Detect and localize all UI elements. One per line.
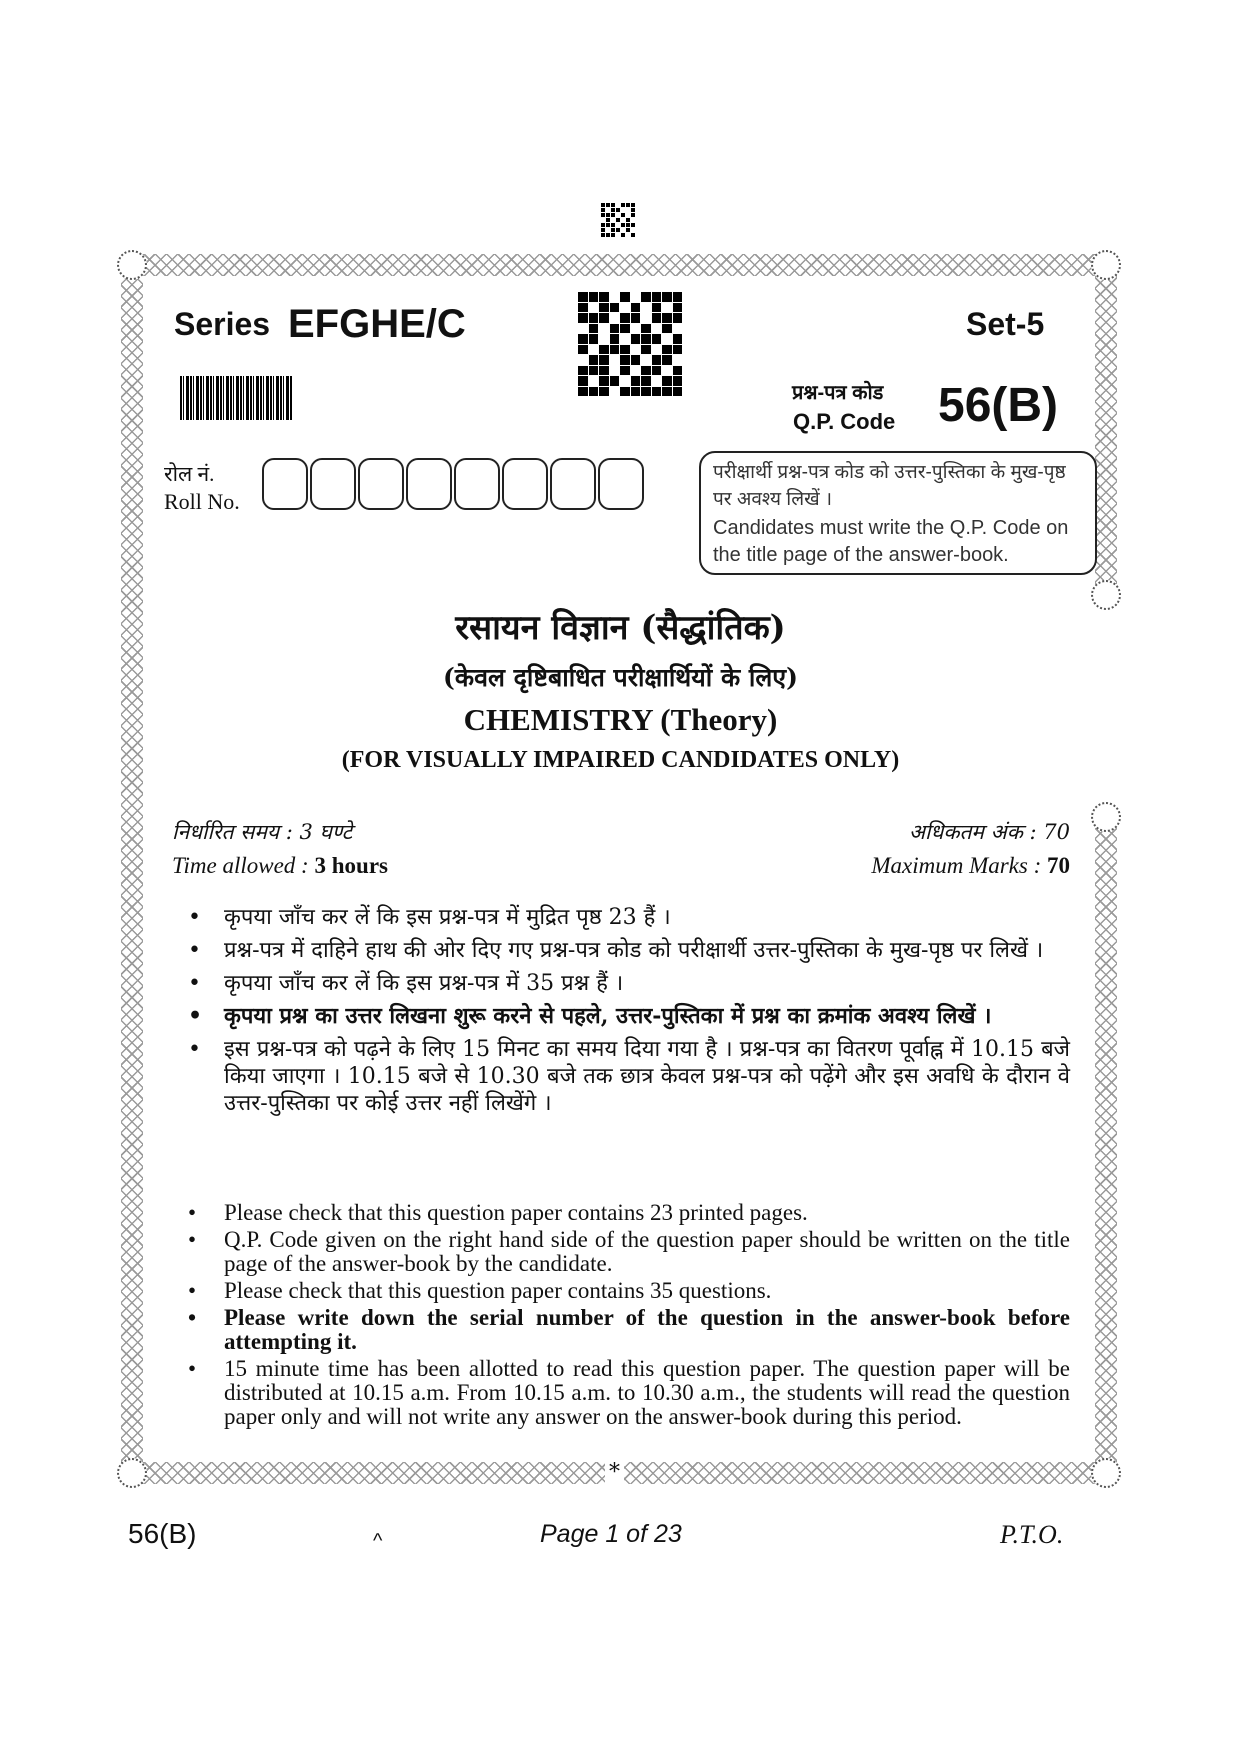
roll-number-box[interactable] xyxy=(454,458,500,510)
page-number: Page 1 of 23 xyxy=(540,1520,682,1548)
instruction-item: • इस प्रश्न-पत्र को पढ़ने के लिए 15 मिनट का समय दिया गया है । प्रश्न-पत्र का वितरण पूर्वाह्न में 10.15 बजे किया जाएगा । 10.15 बजे से 10.30 बजे तक छात्र केवल प्रश्न-पत्र को पढ़ेंगे और इस अवधि के दौरान वे उत्तर-पुस्तिका पर कोई उत्तर नहीं लिखेंगे । xyxy=(172,1036,1070,1117)
frame-center-mark: * xyxy=(605,1460,624,1485)
corner-ornament-icon xyxy=(117,1458,147,1488)
instruction-item: • Q.P. Code given on the right hand side of the question paper should be written on the title page of the answer-book by the candidate. xyxy=(172,1228,1070,1276)
max-marks-english xyxy=(760,853,1070,879)
pto-label: P.T.O. xyxy=(1000,1520,1064,1549)
footer-qp-code: 56(B) xyxy=(128,1518,197,1549)
max-marks-hindi: अधिकतम अंक : 70 xyxy=(908,820,1070,844)
instruction-item: • कृपया जाँच कर लें कि इस प्रश्न-पत्र में 35 प्रश्न हैं । xyxy=(172,970,1070,997)
subject-title-english: CHEMISTRY (Theory) xyxy=(463,702,778,737)
max-marks-value: 70 xyxy=(1047,853,1070,878)
qp-code-label-english: Q.P. Code xyxy=(793,409,896,434)
roll-number-box[interactable] xyxy=(406,458,452,510)
subject-note-hindi: (केवल दृष्टिबाधित परीक्षार्थियों के लिए) xyxy=(443,663,798,692)
instruction-item: • Please check that this question paper contains 35 questions. xyxy=(172,1279,1070,1303)
roll-number-box[interactable] xyxy=(262,458,308,510)
roll-number-box[interactable] xyxy=(310,458,356,510)
instruction-item: • 15 minute time has been allotted to read this question paper. The question paper will be distributed at 10.15 a.m. From 10.15 a.m. to 10.30 a.m., the students will read the question paper only and will not write any answer on the answer-book during this period. xyxy=(172,1357,1070,1429)
qp-code-label-hindi: प्रश्न-पत्र कोड xyxy=(792,382,884,404)
corner-ornament-icon xyxy=(1091,250,1121,280)
footer-caret: ^ xyxy=(373,1530,383,1552)
series-label: Series xyxy=(174,306,271,342)
instruction-item: • कृपया प्रश्न का उत्तर लिखना शुरू करने से पहले, उत्तर-पुस्तिका में प्रश्न का क्रमांक अवश्य लिखें । xyxy=(172,1003,1070,1030)
top-qr-code-icon xyxy=(601,203,635,237)
roll-number-box[interactable] xyxy=(358,458,404,510)
instruction-item: • Please write down the serial number of the question in the answer-book before attempting it. xyxy=(172,1306,1070,1354)
qr-code-icon xyxy=(578,292,682,396)
time-allowed-hindi: निर्धारित समय : 3 घण्टे xyxy=(172,820,353,844)
roll-number-box[interactable] xyxy=(502,458,548,510)
corner-ornament-icon xyxy=(117,250,147,280)
corner-ornament-icon xyxy=(1091,802,1121,832)
set-label: Set-5 xyxy=(966,306,1045,342)
instructions-english xyxy=(172,1201,1070,1432)
time-allowed-value: 3 hours xyxy=(314,853,388,878)
instruction-item: • कृपया जाँच कर लें कि इस प्रश्न-पत्र में मुद्रित पृष्ठ 23 हैं । xyxy=(172,904,1070,931)
subject-title-hindi: रसायन विज्ञान (सैद्धांतिक) xyxy=(455,608,786,648)
time-allowed-label: Time allowed : xyxy=(172,853,315,878)
roll-number-box[interactable] xyxy=(550,458,596,510)
series-value: EFGHE/C xyxy=(288,302,466,346)
qp-code-note-hindi: परीक्षार्थी प्रश्न-पत्र कोड को उत्तर-पुस्तिका के मुख-पृष्ठ पर अवश्य लिखें । xyxy=(713,462,1066,510)
qp-code-note-english: Candidates must write the Q.P. Code on the title page of the answer-book. xyxy=(713,517,1069,566)
roll-number-box[interactable] xyxy=(598,458,644,510)
max-marks-label: Maximum Marks : xyxy=(871,853,1047,878)
instruction-item: • प्रश्न-पत्र में दाहिने हाथ की ओर दिए गए प्रश्न-पत्र कोड को परीक्षार्थी उत्तर-पुस्तिका के मुख-पृष्ठ पर लिखें । xyxy=(172,937,1070,964)
barcode-icon xyxy=(180,376,292,420)
time-allowed-english xyxy=(172,853,388,879)
qp-code-instruction-box xyxy=(699,451,1097,575)
roll-label-hindi: रोल नं. xyxy=(164,462,215,486)
corner-ornament-icon xyxy=(1091,1458,1121,1488)
roll-label-english: Roll No. xyxy=(164,489,240,514)
qp-code-value: 56(B) xyxy=(938,379,1059,432)
instructions-hindi xyxy=(172,904,1070,1123)
instruction-item: • Please check that this question paper contains 23 printed pages. xyxy=(172,1201,1070,1225)
subject-note-english: (FOR VISUALLY IMPAIRED CANDIDATES ONLY) xyxy=(341,747,900,773)
